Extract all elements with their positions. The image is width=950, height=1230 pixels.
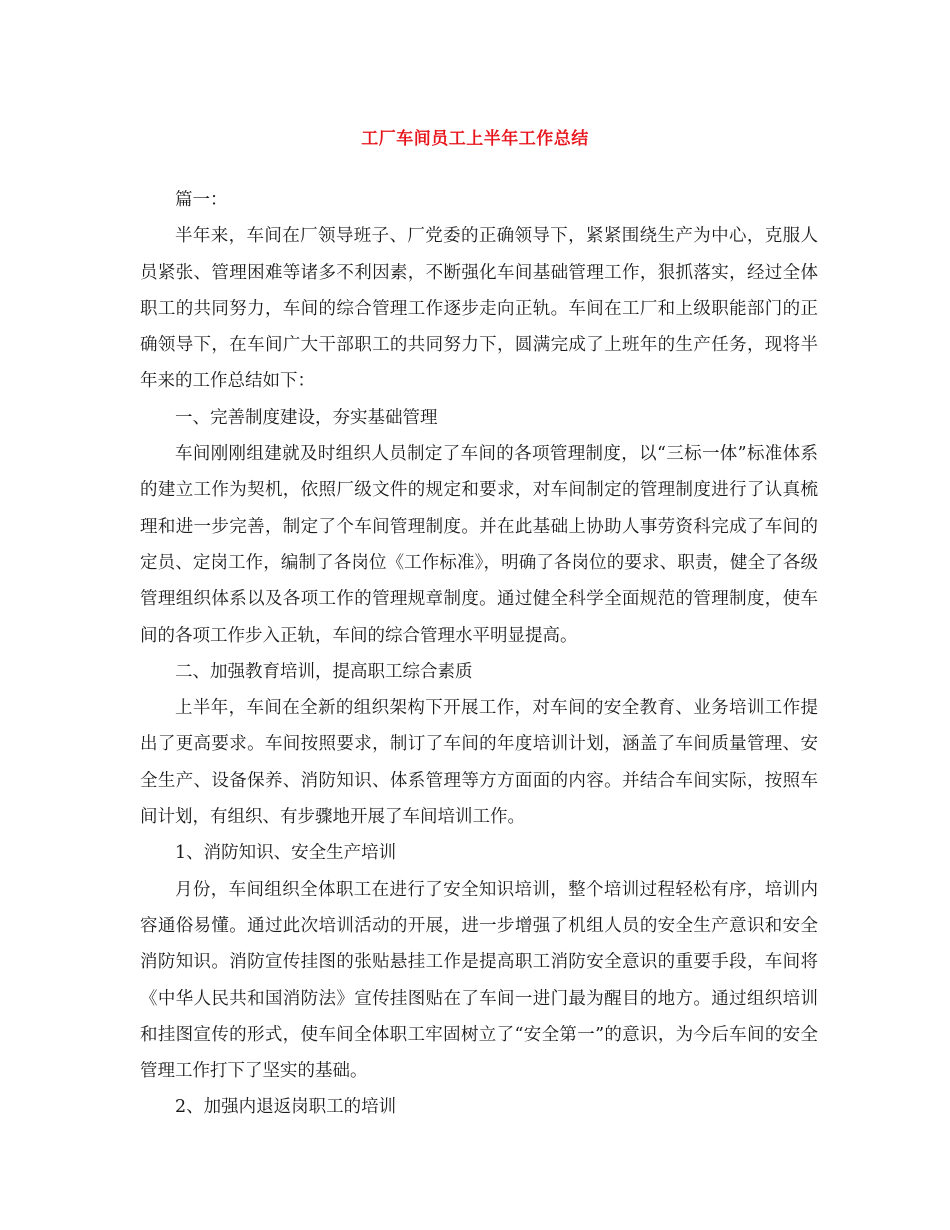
body-paragraph: 上半年，车间在全新的组织架构下开展工作，对车间的安全教育、业务培训工作提出了更高要求。车间按照要求，制订了车间的年度培训计划，涵盖了车间质量管理、安全生产、设备保养、消防知识、体系管理等方方面面的内容。并结合车间实际，按照车间计划，有组织、有步骤地开展了车间培训工作。 — [140, 698, 818, 828]
section-heading: 一、完善制度建设，夯实基础管理 — [175, 407, 438, 428]
body-paragraph: 半年来，车间在厂领导班子、厂党委的正确领导下，紧紧围绕生产为中心，克服人员紧张、管理困难等诸多不利因素，不断强化车间基础管理工作，狠抓落实，经过全体职工的共同努力，车间的综合管理工作逐步走向正轨。车间在工厂和上级职能部门的正确领导下，在车间广大干部职工的共同努力下，圆满完成了上班年的生产任务，现将半年来的工作总结如下： — [140, 226, 818, 392]
section-label: 篇一： — [175, 190, 228, 210]
body-paragraph: 车间刚刚组建就及时组织人员制定了车间的各项管理制度，以“三标一体”标准体系的建立工作为契机，依照厂级文件的规定和要求，对车间制定的管理制度进行了认真梳理和进一步完善，制定了个车间管理制度。并在此基础上协助人事劳资科完成了车间的定员、定岗工作，编制了各岗位《工作标准》，明确了各岗位的要求、职责，健全了各级管理组织体系以及各项工作的管理规章制度。通过健全科学全面规范的管理制度，使车间的各项工作步入正轨，车间的综合管理水平明显提高。 — [140, 444, 818, 646]
section-heading: 二、加强教育培训，提高职工综合素质 — [175, 661, 473, 682]
body-paragraph: 月份，车间组织全体职工在进行了安全知识培训，整个培训过程轻松有序，培训内容通俗易懂。通过此次培训活动的开展，进一步增强了机组人员的安全生产意识和安全消防知识。消防宣传挂图的张贴悬挂工作是提高职工消防安全意识的重要手段，车间将《中华人民共和国消防法》宣传挂图贴在了车间一进门最为醒目的地方。通过组织培训和挂图宣传的形式，使车间全体职工牢固树立了“安全第一”的意识，为今后车间的安全管理工作打下了坚实的基础。 — [140, 879, 818, 1082]
subsection-heading: 2、加强内退返岗职工的培训 — [175, 1097, 397, 1118]
document-title: 工厂车间员工上半年工作总结 — [361, 129, 589, 149]
subsection-heading: 1、消防知识、安全生产培训 — [175, 843, 397, 864]
document-body — [140, 182, 818, 1126]
